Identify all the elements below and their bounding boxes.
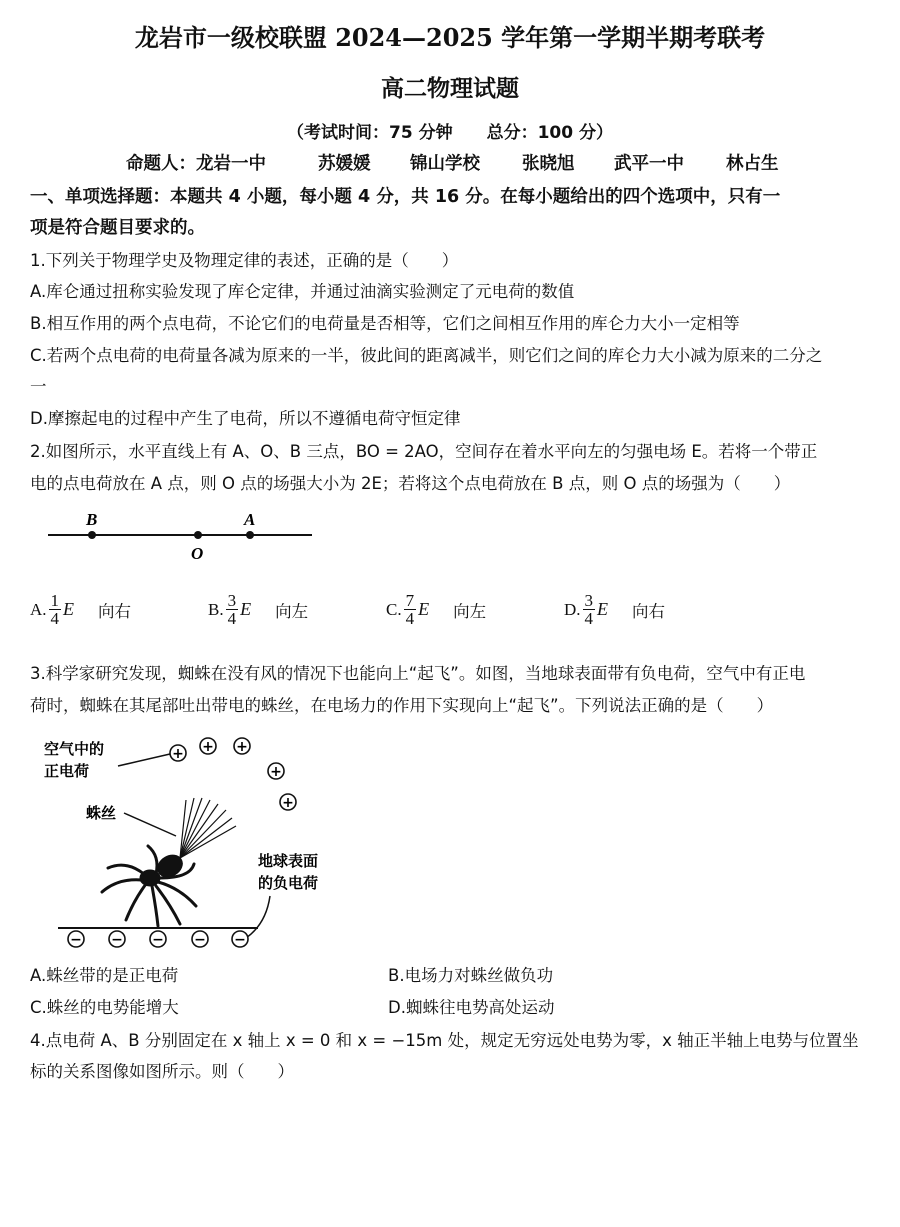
q2-option-a-num: 1 [50,591,60,610]
authors-line [126,150,779,175]
q2-option-c-dir: 向左 [453,601,487,621]
svg-text:−: − [152,932,164,948]
q2-option-b-dir: 向左 [275,601,309,621]
q2-option-c [386,592,564,627]
q2-option-d-var: E [597,599,609,619]
q2-option-a-dir: 向右 [98,601,132,621]
q2-option-d-den: 4 [584,609,594,628]
negative-charge-2 [109,931,125,948]
q3-stem-line2: 荷时，蜘蛛在其尾部吐出带电的蛛丝，在电场力的作用下实现向上“起飞”。下列说法正确的是（ ） [30,696,774,715]
q2-option-b-den: 4 [227,609,237,628]
author-5: 武平一中 [614,154,684,174]
silk-label: 蛛丝 [86,804,117,822]
negative-charge-5 [232,931,248,948]
q4-stem-line2: 标的关系图像如图所示。则（ ） [30,1062,294,1081]
spider-icon [102,846,196,926]
exam-subtitle: 高二物理试题 [381,75,519,102]
point-a-dot [246,531,254,539]
q1-option-c-line2: 一 [30,377,47,396]
q2-option-b-letter: B. [208,599,224,619]
air-label-pointer [118,754,170,766]
q2-option-d [564,592,665,627]
section-heading-line1: 一、单项选择题：本题共 4 小题，每小题 4 分，共 16 分。在每小题给出的四个选项中，只有一 [30,187,781,207]
svg-text:+: + [172,746,184,762]
q2-option-d-fraction [583,592,596,627]
negative-charge-4 [192,931,208,948]
q2-option-c-num: 7 [405,591,415,610]
q1-option-a: A.库仑通过扭称实验发现了库仑定律，并通过油滴实验测定了元电荷的数值 [30,282,575,301]
q4-stem-line1: 4.点电荷 A、B 分别固定在 x 轴上 x = 0 和 x = −15m 处，规定无穷远处电势为零，x 轴正半轴上电势与位置坐 [30,1031,859,1050]
q2-option-c-den: 4 [405,609,415,628]
exam-title: 龙岩市一级校联盟 2024—2025 学年第一学期半期考联考 [134,23,766,52]
section-heading-line2: 项是符合题目要求的。 [30,218,205,238]
svg-text:+: + [282,795,294,811]
q2-options [30,592,665,627]
q1-option-c-line1: C.若两个点电荷的电荷量各减为原来的一半，彼此间的距离减半，则它们之间的库仑力大小减为原来的二分之 [30,346,823,365]
svg-text:+: + [270,764,282,780]
author-4: 张晓旭 [522,154,575,174]
q2-option-d-dir: 向右 [632,601,666,621]
q2-option-d-num: 3 [584,591,594,610]
q2-option-b-fraction [226,592,239,627]
q2-option-a-fraction [49,592,62,627]
q3-option-d: D.蜘蛛往电势高处运动 [388,998,555,1017]
svg-text:+: + [236,739,248,755]
positive-charge-2 [200,738,216,755]
q1-stem: 1.下列关于物理学史及物理定律的表述，正确的是（ ） [30,251,459,270]
q2-option-d-letter: D. [564,599,581,619]
positive-charge-5 [280,794,296,811]
svg-text:−: − [234,932,246,948]
point-b-dot [88,531,96,539]
q3-option-a: A.蛛丝带的是正电荷 [30,966,179,985]
q2-option-b [208,592,386,627]
svg-text:−: − [111,932,123,948]
spider-silk-threads [180,798,236,858]
q2-option-a-var: E [63,599,75,619]
negative-charge-1 [68,931,84,948]
q2-stem-line1: 2.如图所示，水平直线上有 A、O、B 三点，BO = 2AO，空间存在着水平向左的匀强电场 E。若将一个带正 [30,442,818,461]
label-b: B [86,510,98,529]
q2-option-c-letter: C. [386,599,402,619]
svg-text:−: − [194,932,206,948]
ground-label-pointer [246,896,270,938]
q3-option-c: C.蛛丝的电势能增大 [30,998,179,1017]
author-3: 锦山学校 [410,154,480,174]
spider-figure [30,728,350,956]
air-charge-label-1: 空气中的 [44,740,105,758]
q2-line-figure [40,505,330,567]
q2-option-c-var: E [418,599,430,619]
positive-charge-4 [268,763,284,780]
q2-stem-line2: 电的点电荷放在 A 点，则 O 点的场强大小为 2E；若将这个点电荷放在 B 点，则 O 点的场强为（ ） [30,474,791,493]
silk-label-pointer [124,813,176,836]
q2-option-a [30,592,208,627]
q2-option-b-num: 3 [227,591,237,610]
ground-charge-label-2: 的负电荷 [258,874,319,892]
point-o-dot [194,531,202,539]
positive-charge-3 [234,738,250,755]
author-2: 苏媛媛 [318,154,371,174]
author-1: 命题人：龙岩一中 [126,154,266,174]
ground-charge-label-1: 地球表面 [258,852,319,870]
q1-option-d: D.摩擦起电的过程中产生了电荷，所以不遵循电荷守恒定律 [30,409,461,428]
air-charge-label-2: 正电荷 [44,762,90,780]
q3-option-b: B.电场力对蛛丝做负功 [388,966,554,985]
q2-option-b-var: E [240,599,252,619]
q1-option-b: B.相互作用的两个点电荷，不论它们的电荷量是否相等，它们之间相互作用的库仑力大小一定相等 [30,314,740,333]
author-6: 林占生 [726,154,779,174]
label-a: A [244,510,256,529]
exam-info: （考试时间：75 分钟 总分：100 分） [287,123,613,143]
q3-stem-line1: 3.科学家研究发现，蜘蛛在没有风的情况下也能向上“起飞”。如图，当地球表面带有负电荷，空气中有正电 [30,664,806,683]
q2-option-a-den: 4 [50,609,60,628]
q2-option-c-fraction [404,592,417,627]
svg-text:−: − [70,932,82,948]
negative-charge-3 [150,931,166,948]
q2-option-a-letter: A. [30,599,47,619]
svg-text:+: + [202,739,214,755]
positive-charge-1 [170,745,186,762]
label-o: O [191,544,204,563]
